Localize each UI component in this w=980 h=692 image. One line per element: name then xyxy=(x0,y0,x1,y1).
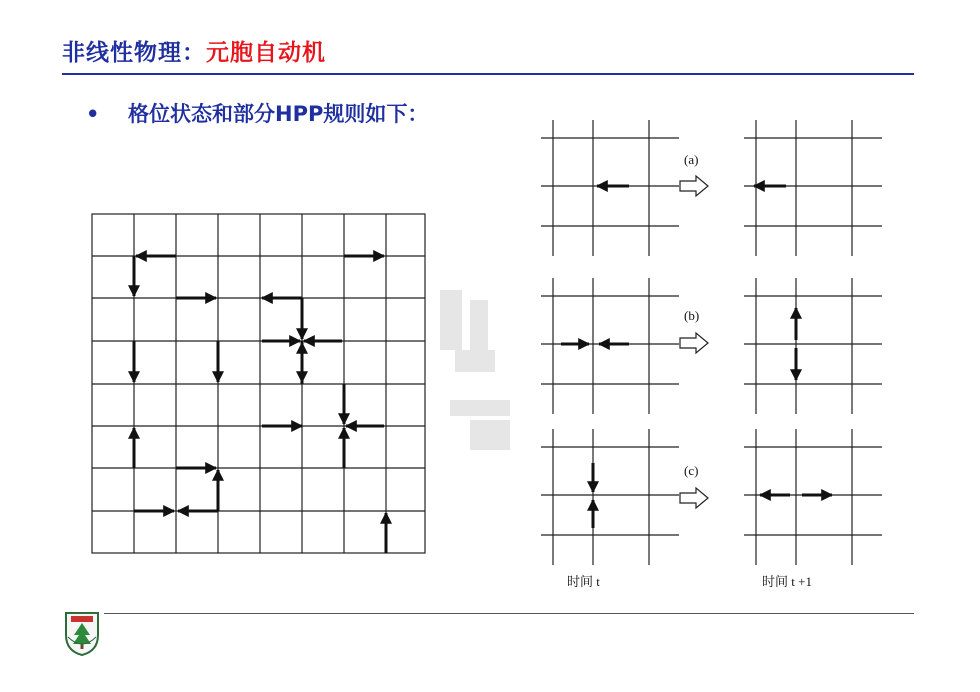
watermark xyxy=(440,290,510,450)
rule-lattice xyxy=(541,120,679,256)
bullet-text: 格位状态和部分HPP规则如下： xyxy=(128,102,429,126)
rule-lattice xyxy=(744,429,882,565)
caption-time-t1: 时间 t +1 xyxy=(762,574,812,589)
rule-lattice xyxy=(744,120,882,256)
bullet-symbol: • xyxy=(86,102,100,126)
transition-arrow-icon xyxy=(680,176,708,508)
university-crest-icon xyxy=(63,609,101,657)
rule-label-c: (c) xyxy=(684,463,699,478)
rule-lattice xyxy=(744,278,882,414)
rule-label-a: (a) xyxy=(684,152,699,167)
rule-lattice xyxy=(541,278,679,414)
hpp-rule-panels xyxy=(541,120,882,565)
lattice-lines xyxy=(92,214,425,553)
title-subtopic: 元胞自动机 xyxy=(206,40,326,66)
rule-label-b: (b) xyxy=(684,308,700,323)
footer-line xyxy=(104,613,914,614)
title-topic: 非线性物理： xyxy=(62,40,206,66)
rule-lattice xyxy=(541,429,679,565)
caption-time-t: 时间 t xyxy=(567,574,600,589)
